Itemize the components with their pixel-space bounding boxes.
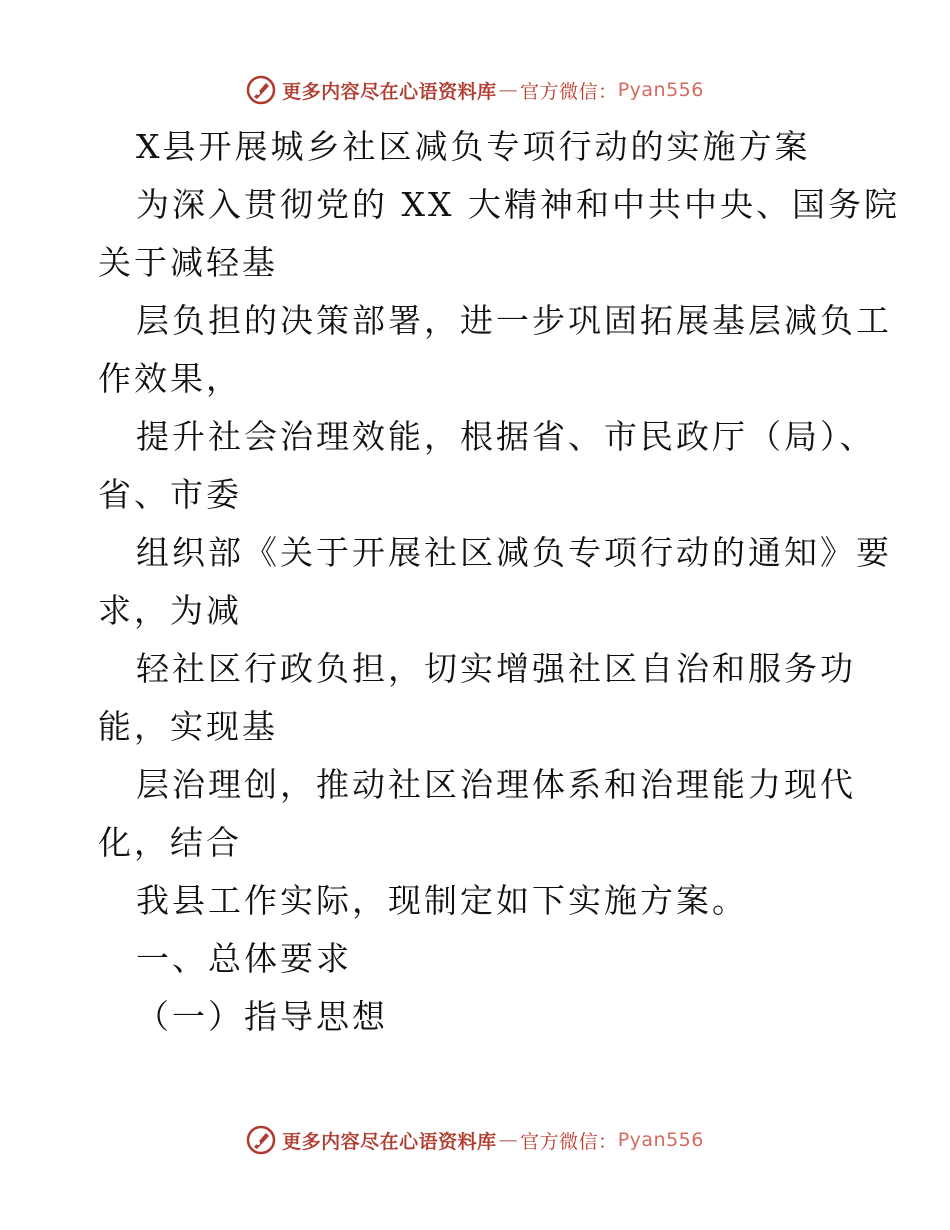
footer-watermark xyxy=(0,1120,950,1160)
watermark-text xyxy=(282,1127,704,1154)
paragraph-line: 为深入贯彻党的 XX 大精神和中共中央、国务院 xyxy=(136,185,900,224)
paragraph-line: 轻社区行政负担，切实增强社区自治和服务功 xyxy=(136,649,856,688)
pen-logo-icon xyxy=(246,1125,276,1155)
paragraph-line: 层治理创，推动社区治理体系和治理能力现代 xyxy=(136,765,856,804)
watermark-text xyxy=(282,77,704,104)
paragraph-line: 提升社会治理效能，根据省、市民政厅（局）、 xyxy=(136,417,876,456)
pen-logo-icon xyxy=(246,75,276,105)
watermark-lead: 更多内容尽在心语资料库 xyxy=(282,1130,497,1153)
watermark-dash: — xyxy=(498,1129,519,1151)
paragraph-line: 组织部《关于开展社区减负专项行动的通知》要 xyxy=(136,533,892,572)
watermark-wechat-label: 官方微信： xyxy=(520,1130,618,1153)
paragraph-line: 省、市委 xyxy=(98,475,242,514)
watermark-wechat-id: Pyan556 xyxy=(617,79,704,101)
subsection-heading: （一）指导思想 xyxy=(136,997,388,1036)
paragraph-line: 我县工作实际，现制定如下实施方案。 xyxy=(136,881,748,920)
watermark-wechat-label: 官方微信： xyxy=(520,80,618,103)
header-watermark xyxy=(0,70,950,110)
paragraph-line: 求，为减 xyxy=(98,591,242,630)
paragraph-line: 化，结合 xyxy=(98,823,242,862)
paragraph-line: 层负担的决策部署，进一步巩固拓展基层减负工 xyxy=(136,301,892,340)
watermark-dash: — xyxy=(498,79,519,101)
paragraph-line: 能，实现基 xyxy=(98,707,278,746)
watermark-wechat-id: Pyan556 xyxy=(617,1129,704,1151)
paragraph-line: 关于减轻基 xyxy=(98,243,278,282)
document-body xyxy=(98,118,900,1046)
paragraph-line: 作效果， xyxy=(98,359,242,398)
section-heading: 一、总体要求 xyxy=(136,939,352,978)
watermark-lead: 更多内容尽在心语资料库 xyxy=(282,80,497,103)
document-title: X县开展城乡社区减负专项行动的实施方案 xyxy=(136,127,811,166)
